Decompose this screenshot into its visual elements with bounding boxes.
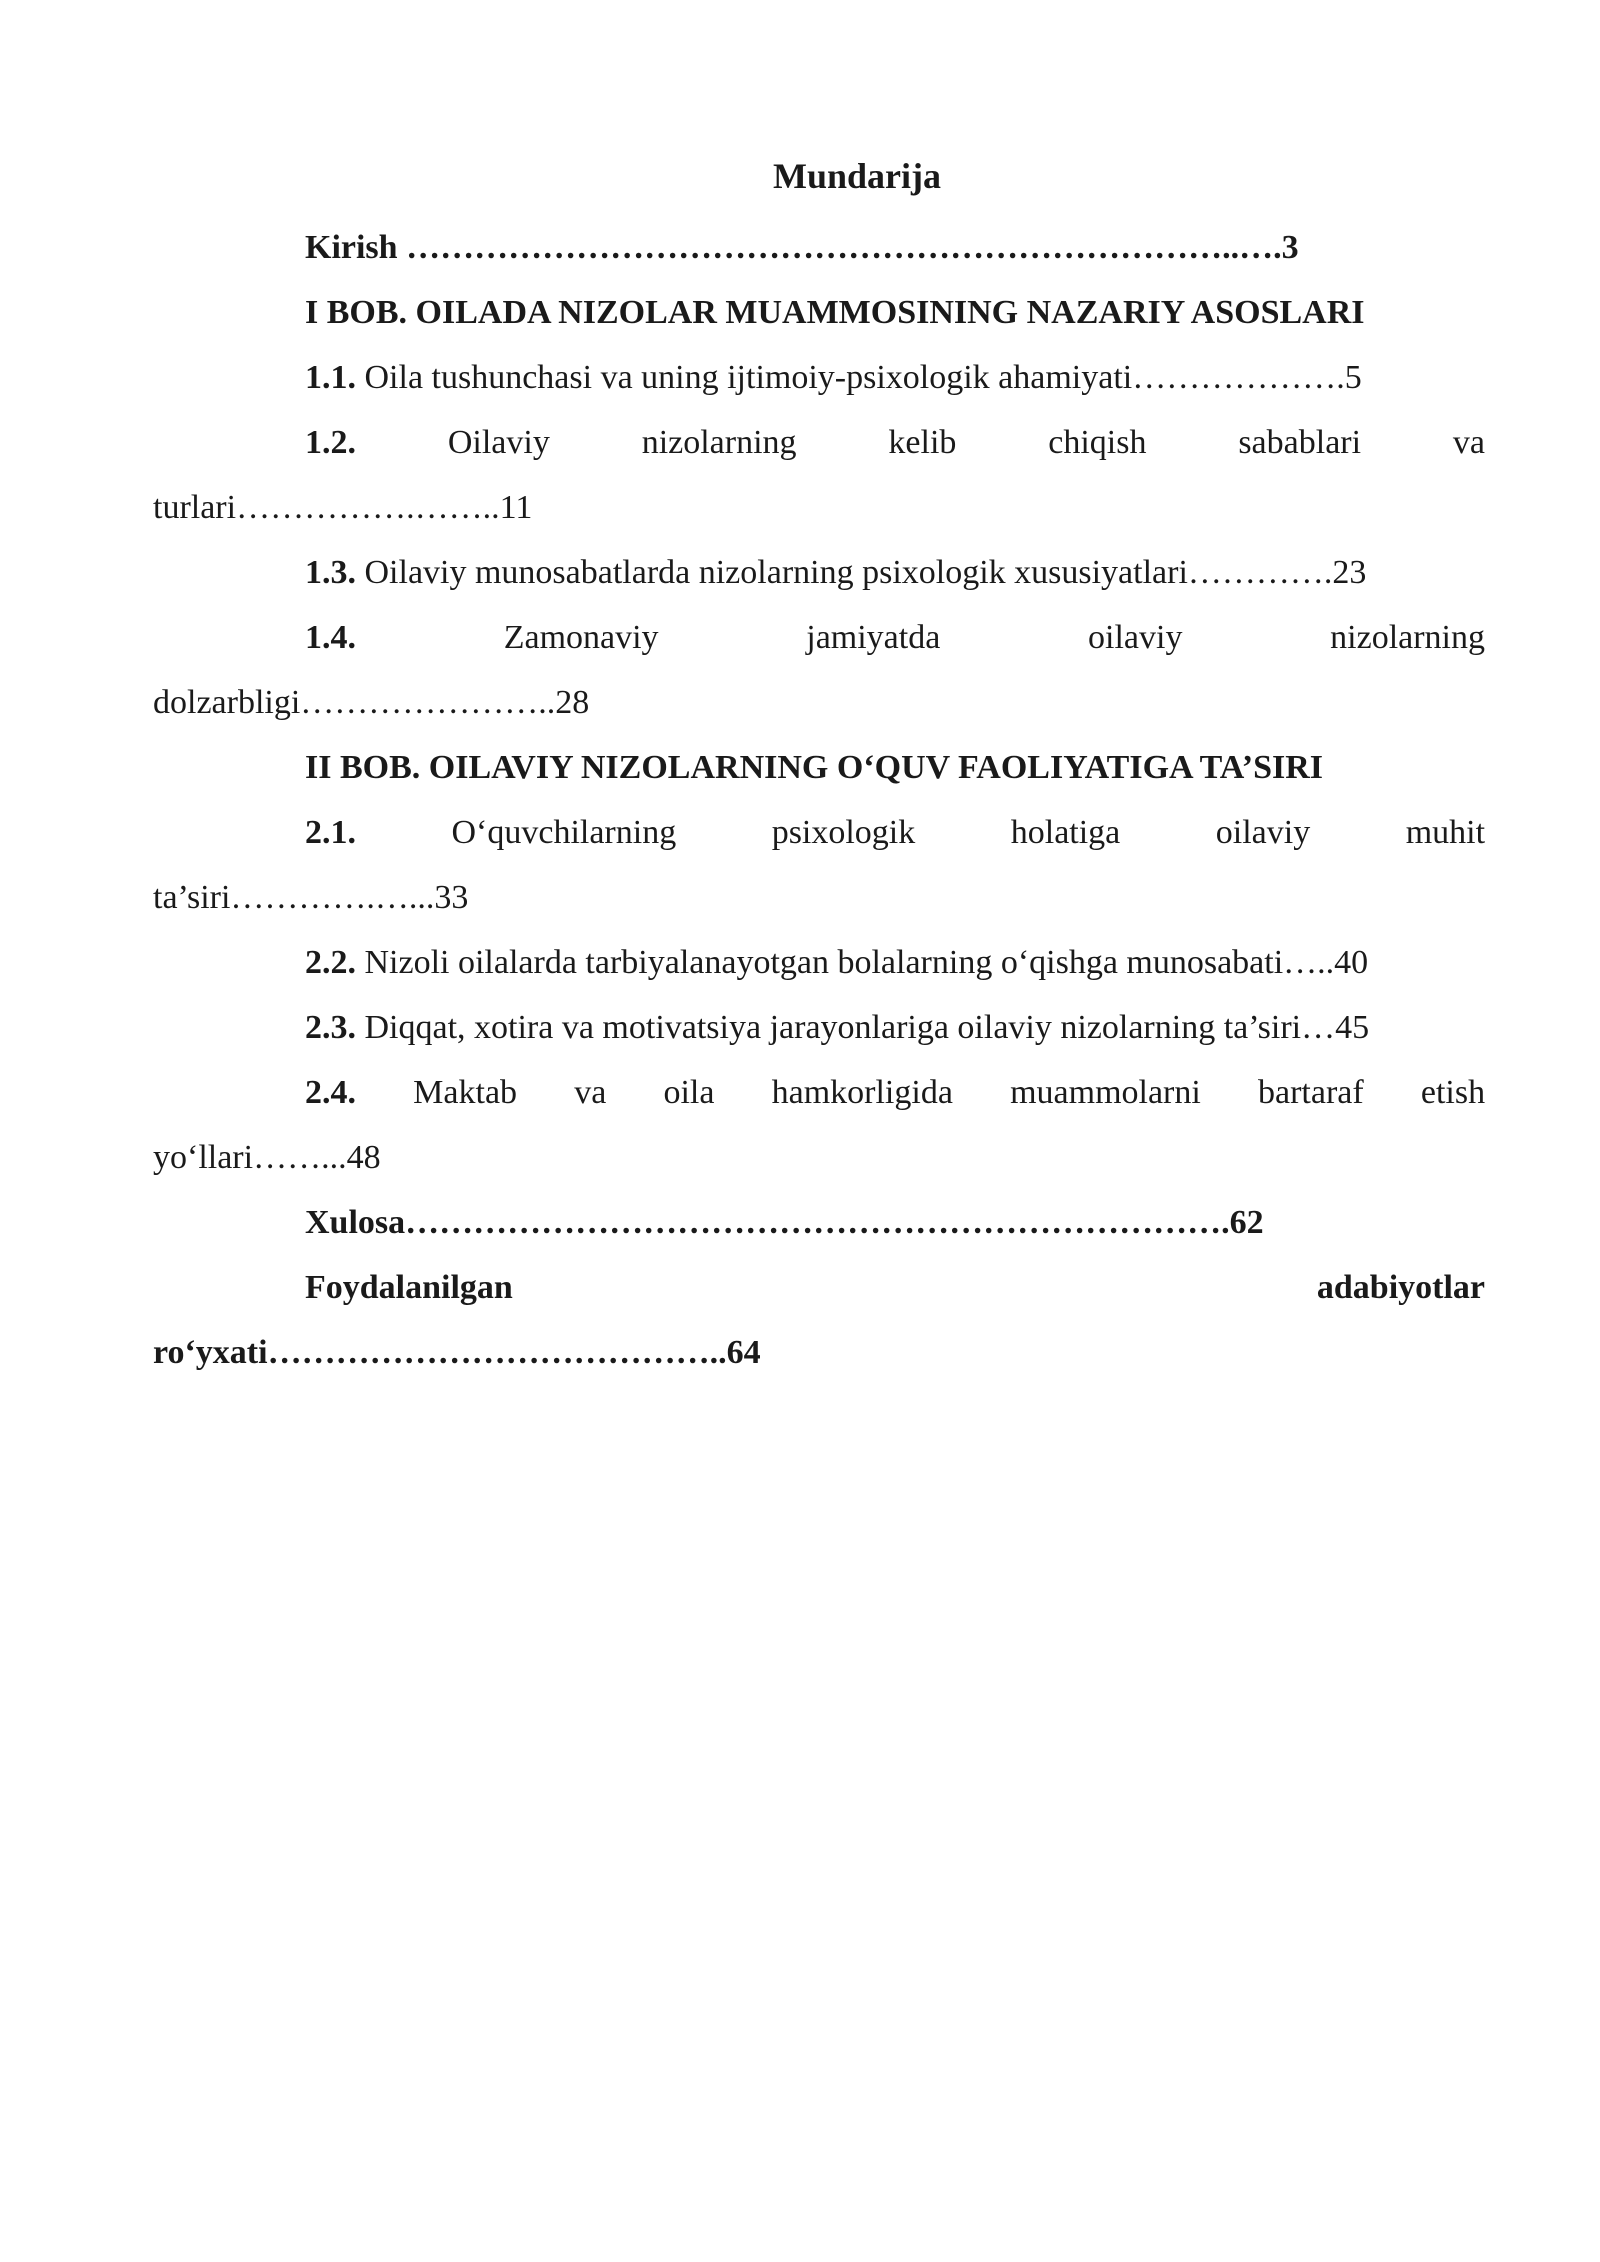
section-number: 2.3. (305, 1009, 356, 1046)
section-word: va (1452, 424, 1485, 461)
table-of-contents (153, 215, 1486, 1385)
section-word: Foydalanilgan (305, 1269, 513, 1306)
toc-entry-adabiyotlar (153, 1255, 1485, 1385)
section-number: 1.1. (305, 359, 356, 396)
section-title-line-1 (229, 800, 1485, 865)
section-word: Oilaviy (447, 424, 550, 461)
section-word: nizolarning (641, 424, 797, 461)
section-word: va (574, 1074, 607, 1111)
section-word: psixologik (771, 814, 916, 851)
section-word: etish (1420, 1074, 1486, 1111)
toc-section-2-4 (153, 1060, 1486, 1190)
section-number: 2.4. (305, 1074, 356, 1111)
toc-section-1-4 (153, 605, 1485, 735)
section-word: muhit (1405, 814, 1486, 851)
section-word: Maktab (413, 1074, 518, 1111)
section-number: 1.4. (305, 619, 356, 656)
toc-chapter-1: I BOB. OILADA NIZOLAR MUAMMOSINING NAZARIY ASOSLARI (305, 294, 1365, 331)
section-title-line-2: ta’siri………….…...33 (153, 879, 469, 916)
section-word: holatiga (1010, 814, 1121, 851)
page-title: Mundarija (772, 156, 941, 196)
section-word: oila (663, 1074, 715, 1111)
toc-section-2-1 (153, 800, 1486, 930)
section-word: chiqish (1048, 424, 1147, 461)
section-word: oilaviy (1088, 619, 1183, 656)
section-word: sabablari (1238, 424, 1362, 461)
section-word: nizolarning (1330, 619, 1485, 656)
section-title: Diqqat, xotira va motivatsiya jarayonlariga oilaviy nizolarning ta’siri…45 (356, 1009, 1370, 1046)
toc-entry-xulosa: Xulosa……………………………………………………………….62 (305, 1204, 1264, 1241)
section-title-line-2: dolzarbligi…………………..28 (153, 684, 590, 721)
section-number: 1.2. (305, 424, 356, 461)
section-word: jamiyatda (806, 619, 941, 656)
toc-chapter-2: II BOB. OILAVIY NIZOLARNING O‘QUV FAOLIYATIGA TA’SIRI (305, 749, 1324, 786)
section-word: Zamonaviy (503, 619, 659, 656)
section-title: Nizoli oilalarda tarbiyalanayotgan bolalarning o‘qishga munosabati…..40 (356, 944, 1369, 981)
section-title-line-1 (229, 1255, 1485, 1320)
toc-section-2-2 (229, 930, 1485, 995)
section-title: Oilaviy munosabatlarda nizolarning psixologik xususiyatlari………….23 (356, 554, 1367, 591)
section-title-line-1 (229, 410, 1485, 475)
section-title-line-2: turlari…………….……..11 (153, 489, 533, 526)
toc-section-1-2 (153, 410, 1485, 540)
section-number: 2.2. (305, 944, 356, 981)
section-title-line-2: yo‘llari……...48 (153, 1139, 381, 1176)
section-number: 1.3. (305, 554, 356, 591)
document-page (153, 150, 1486, 1385)
toc-section-1-1 (229, 345, 1485, 410)
section-word: bartaraf (1258, 1074, 1364, 1111)
section-word: kelib (888, 424, 957, 461)
toc-section-2-3 (229, 995, 1485, 1060)
section-word: muammolarni (1010, 1074, 1201, 1111)
section-word: adabiyotlar (1316, 1269, 1485, 1306)
section-title-line-1 (229, 1060, 1485, 1125)
section-word: hamkorligida (771, 1074, 953, 1111)
section-word: O‘quvchilarning (451, 814, 677, 851)
section-word: oilaviy (1215, 814, 1311, 851)
section-title: Oila tushunchasi va uning ijtimoiy-psixologik ahamiyati……………….5 (356, 359, 1362, 396)
toc-entry-kirish: Kirish ………………………………………………………………..….3 (305, 229, 1299, 266)
section-number: 2.1. (305, 814, 356, 851)
toc-section-1-3 (229, 540, 1485, 605)
section-title-line-2: ro‘yxati…………………………………..64 (153, 1334, 761, 1371)
section-title-line-1 (229, 605, 1485, 670)
